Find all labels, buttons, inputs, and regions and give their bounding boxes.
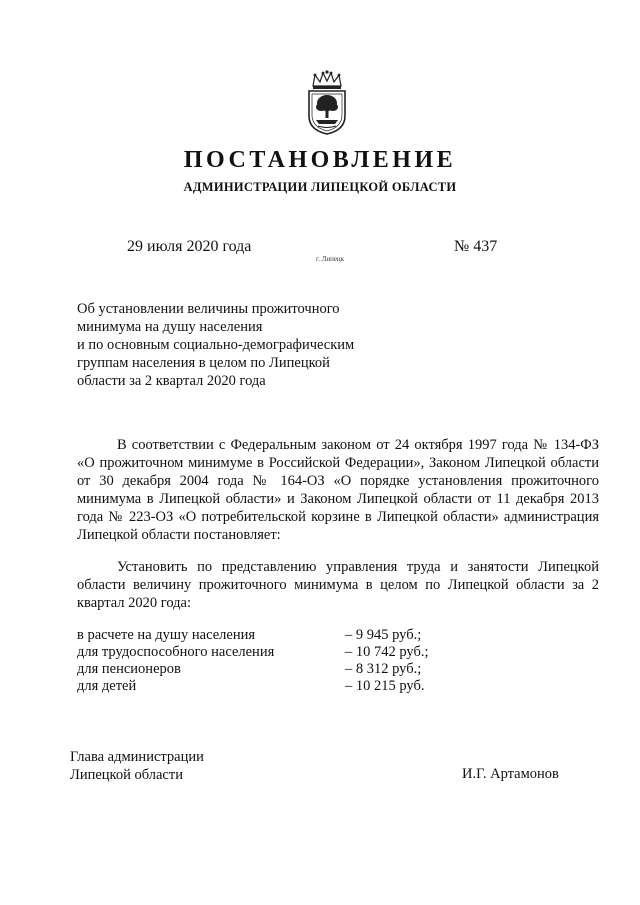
document-number: № 437 — [454, 238, 498, 255]
issuer-subtitle: АДМИНИСТРАЦИИ ЛИПЕЦКОЙ ОБЛАСТИ — [183, 180, 457, 194]
document-subject — [77, 300, 407, 390]
amount-value: – 8 312 руб.; — [345, 661, 422, 677]
document-city: г. Липецк — [316, 255, 345, 263]
amount-value: – 9 945 руб.; — [345, 627, 422, 643]
amount-row — [77, 644, 497, 661]
signatory-name: И.Г. Артамонов — [462, 766, 559, 782]
subject-line: и по основным социально-демографическим — [77, 337, 355, 353]
subject-line: Об установлении величины прожиточного — [77, 301, 340, 317]
amount-label: для детей — [77, 678, 137, 694]
amount-label: для пенсионеров — [77, 661, 181, 677]
document-date: 29 июля 2020 года — [127, 238, 252, 255]
amount-value: – 10 742 руб.; — [345, 644, 429, 660]
preamble-paragraph: В соответствии с Федеральным законом от 24 октября 1997 года № 134-ФЗ «О прожиточном минимуме в Российской Федерации», Законом Липецкой области от 30 декабря 2004 года № 164-ОЗ «О порядке установления прожиточного минимума в Липецкой области» и Законом Липецкой области от 11 декабря 2013 года № 223-ОЗ «О потребительской корзине в Липецкой области» администрация Липецкой области постановляет: — [77, 437, 599, 543]
document-title: ПОСТАНОВЛЕНИЕ — [183, 147, 457, 173]
resolution-paragraph: Установить по представлению управления труда и занятости Липецкой области величину прожиточного минимума в целом по Липецкой области за 2 квартал 2020 года: — [77, 559, 599, 611]
subject-line: области за 2 квартал 2020 года — [77, 373, 266, 389]
amount-label: в расчете на душу населения — [77, 627, 256, 643]
position-line: Липецкой области — [70, 767, 183, 783]
amount-row — [77, 627, 497, 644]
signatory-position — [70, 748, 204, 784]
subject-line: группам населения в целом по Липецкой — [77, 355, 330, 371]
coat-of-arms-icon — [304, 70, 350, 136]
subsistence-amounts-list — [77, 627, 497, 695]
amount-row — [77, 678, 497, 695]
amount-value: – 10 215 руб. — [345, 678, 425, 694]
amount-row — [77, 661, 497, 678]
amount-label: для трудоспособного населения — [77, 644, 275, 660]
position-line: Глава администрации — [70, 749, 204, 765]
subject-line: минимума на душу населения — [77, 319, 263, 335]
